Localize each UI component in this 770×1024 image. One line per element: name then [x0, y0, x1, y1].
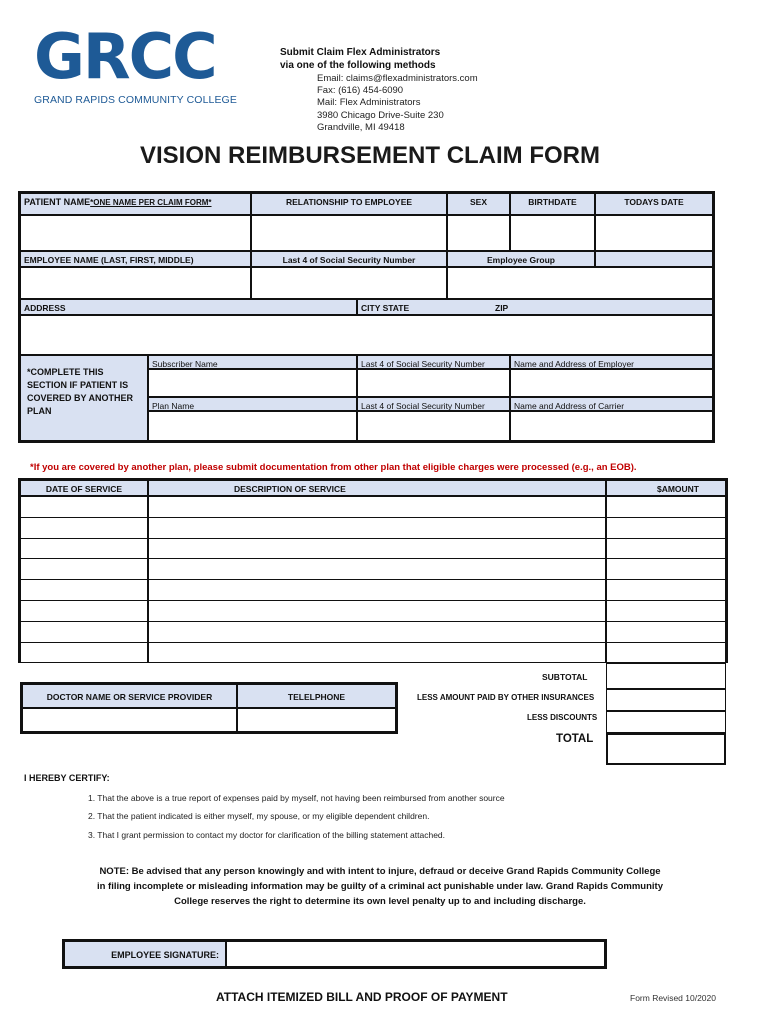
service-description-field[interactable]	[148, 642, 606, 664]
subtotal-field[interactable]	[606, 663, 726, 689]
service-date-field[interactable]	[20, 517, 148, 539]
description-header: DESCRIPTION OF SERVICE	[148, 480, 606, 496]
address-field[interactable]	[20, 315, 713, 355]
subscriber-ssn-header: Last 4 of Social Security Number	[357, 355, 510, 369]
telephone-header: TELELPHONE	[237, 684, 396, 708]
contact-email: Email: claims@flexadministrators.com	[317, 73, 478, 84]
service-amount-field[interactable]	[606, 621, 726, 643]
patient-name-label: PATIENT NAME	[24, 197, 91, 207]
city-zip-header	[357, 299, 713, 315]
service-date-field[interactable]	[20, 642, 148, 664]
relationship-field[interactable]	[251, 215, 447, 251]
service-amount-field[interactable]	[606, 579, 726, 601]
birthdate-header: BIRTHDATE	[510, 193, 595, 215]
service-amount-field[interactable]	[606, 558, 726, 580]
address-header: ADDRESS	[20, 299, 357, 315]
less-other-insurance-field[interactable]	[606, 689, 726, 711]
sex-header: SEX	[447, 193, 510, 215]
contact-address: 3980 Chicago Drive-Suite 230	[317, 110, 444, 121]
less-discounts-label: LESS DISCOUNTS	[527, 713, 598, 722]
todays-date-header: TODAYS DATE	[595, 193, 713, 215]
fraud-note-line3: College reserves the right to determine its own level penalty up to and including discharge.	[174, 896, 586, 907]
service-description-field[interactable]	[148, 517, 606, 539]
total-field[interactable]	[606, 733, 726, 765]
plan-ssn-header: Last 4 of Social Security Number	[357, 397, 510, 411]
contact-city: Grandville, MI 49418	[317, 122, 405, 133]
grcc-logo: GRCC	[34, 20, 216, 93]
subscriber-ssn-field[interactable]	[357, 369, 510, 397]
employee-group-header: Employee Group	[447, 251, 595, 267]
employee-group-field[interactable]	[447, 267, 713, 299]
date-of-service-header: DATE OF SERVICE	[20, 480, 148, 496]
patient-name-field[interactable]	[20, 215, 251, 251]
service-amount-field[interactable]	[606, 600, 726, 622]
total-label: TOTAL	[556, 733, 594, 745]
employee-ssn-field[interactable]	[251, 267, 447, 299]
service-date-field[interactable]	[20, 558, 148, 580]
service-description-field[interactable]	[148, 621, 606, 643]
service-date-field[interactable]	[20, 621, 148, 643]
employer-field[interactable]	[510, 369, 713, 397]
service-amount-field[interactable]	[606, 538, 726, 560]
subtotal-label: SUBTOTAL	[542, 672, 588, 682]
todays-date-field[interactable]	[595, 215, 713, 251]
patient-name-note: *ONE NAME PER CLAIM FORM*	[90, 198, 212, 207]
service-date-field[interactable]	[20, 579, 148, 601]
employee-ssn-header: Last 4 of Social Security Number	[251, 251, 447, 267]
contact-mail: Mail: Flex Administrators	[317, 97, 421, 108]
employer-header: Name and Address of Employer	[510, 355, 713, 369]
doctor-name-field[interactable]	[22, 708, 237, 732]
subscriber-name-field[interactable]	[148, 369, 357, 397]
service-description-field[interactable]	[148, 496, 606, 518]
less-other-insurance-label: LESS AMOUNT PAID BY OTHER INSURANCES	[417, 693, 595, 702]
service-description-field[interactable]	[148, 579, 606, 601]
service-amount-field[interactable]	[606, 496, 726, 518]
attach-instruction: ATTACH ITEMIZED BILL AND PROOF OF PAYMENT	[216, 990, 508, 1004]
submit-heading-line2: via one of the following methods	[280, 60, 436, 71]
logo-subtitle: GRAND RAPIDS COMMUNITY COLLEGE	[34, 94, 237, 106]
service-description-field[interactable]	[148, 538, 606, 560]
service-description-field[interactable]	[148, 558, 606, 580]
amount-header: $AMOUNT	[606, 480, 726, 496]
carrier-header: Name and Address of Carrier	[510, 397, 713, 411]
signature-field[interactable]	[226, 941, 605, 967]
fraud-note	[40, 864, 720, 909]
doctor-name-header: DOCTOR NAME OR SERVICE PROVIDER	[22, 684, 237, 708]
employee-name-field[interactable]	[20, 267, 251, 299]
carrier-field[interactable]	[510, 411, 713, 441]
relationship-header: RELATIONSHIP TO EMPLOYEE	[251, 193, 447, 215]
sex-field[interactable]	[447, 215, 510, 251]
plan-ssn-field[interactable]	[357, 411, 510, 441]
service-amount-field[interactable]	[606, 642, 726, 664]
other-plan-note: *If you are covered by another plan, please submit documentation from other plan that eligible charges were processed (e.g., an EOB).	[30, 462, 637, 473]
signature-label: EMPLOYEE SIGNATURE:	[64, 941, 226, 967]
plan-name-field[interactable]	[148, 411, 357, 441]
subscriber-name-header: Subscriber Name	[148, 355, 357, 369]
contact-fax: Fax: (616) 454-6090	[317, 85, 404, 96]
form-title: VISION REIMBURSEMENT CLAIM FORM	[140, 142, 600, 169]
telephone-field[interactable]	[237, 708, 396, 732]
certify-item-2: 2. That the patient indicated is either myself, my spouse, or my eligible dependent children.	[88, 811, 430, 821]
certify-heading: I HEREBY CERTIFY:	[24, 773, 110, 783]
certify-item-1: 1. That the above is a true report of expenses paid by myself, not having been reimbursed from another source	[88, 793, 505, 803]
patient-name-header	[20, 193, 251, 215]
employee-group-header-fill	[595, 251, 713, 267]
service-date-field[interactable]	[20, 496, 148, 518]
form-revision: Form Revised 10/2020	[630, 993, 716, 1003]
service-amount-field[interactable]	[606, 517, 726, 539]
other-plan-instruction: *COMPLETE THIS SECTION IF PATIENT IS COVERED BY ANOTHER PLAN	[20, 355, 148, 441]
city-state-label: CITY STATE	[361, 303, 410, 313]
submit-heading-line1: Submit Claim Flex Administrators	[280, 47, 441, 58]
less-discounts-field[interactable]	[606, 711, 726, 733]
certify-item-3: 3. That I grant permission to contact my doctor for clarification of the billing statement attached.	[88, 830, 446, 840]
service-description-field[interactable]	[148, 600, 606, 622]
fraud-note-line1: NOTE: Be advised that any person knowingly and with intent to injure, defraud or deceive Grand Rapids Community College	[99, 866, 661, 877]
fraud-note-line2: in filing incomplete or misleading information may be guilty of a criminal act punishable under law. Grand Rapids Community	[96, 881, 664, 892]
service-date-field[interactable]	[20, 538, 148, 560]
employee-name-header: EMPLOYEE NAME (LAST, FIRST, MIDDLE)	[20, 251, 251, 267]
plan-name-header: Plan Name	[148, 397, 357, 411]
service-date-field[interactable]	[20, 600, 148, 622]
birthdate-field[interactable]	[510, 215, 595, 251]
zip-label: ZIP	[495, 303, 509, 313]
